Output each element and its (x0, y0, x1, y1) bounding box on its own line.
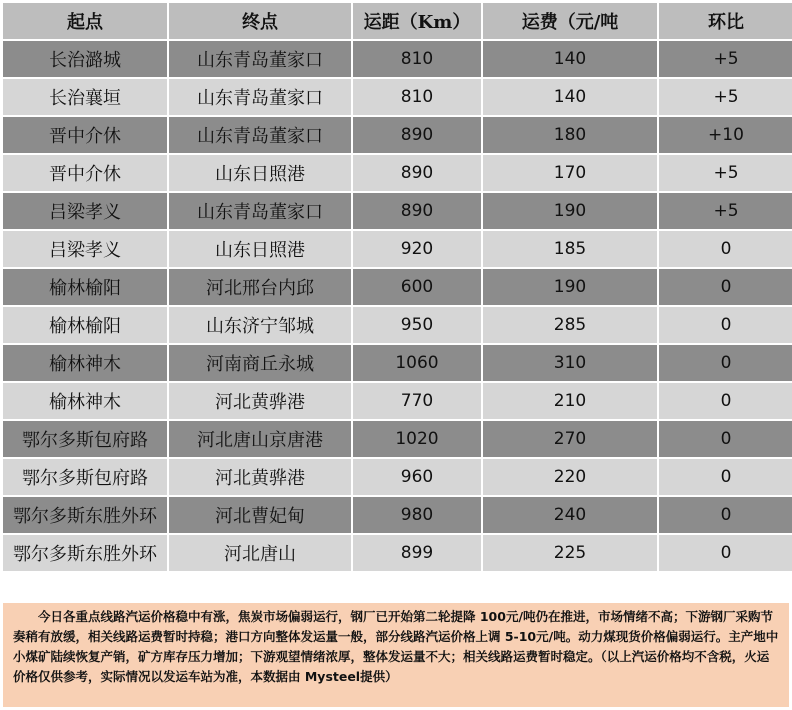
cell-price: 220 (483, 459, 657, 495)
cell-origin: 晋中介休 (3, 117, 167, 153)
cell-change: 0 (659, 535, 792, 571)
cell-distance: 1020 (353, 421, 481, 457)
cell-distance: 600 (353, 269, 481, 305)
table-row (3, 193, 792, 229)
cell-destination: 山东青岛董家口 (169, 193, 351, 229)
cell-change: +5 (659, 79, 792, 115)
cell-origin: 榆林榆阳 (3, 307, 167, 343)
table-row (3, 307, 792, 343)
cell-change: 0 (659, 459, 792, 495)
table-body (3, 41, 792, 571)
cell-price: 190 (483, 193, 657, 229)
cell-distance: 950 (353, 307, 481, 343)
cell-price: 170 (483, 155, 657, 191)
cell-origin: 榆林神木 (3, 383, 167, 419)
table-row (3, 231, 792, 267)
table-row (3, 535, 792, 571)
cell-distance: 890 (353, 193, 481, 229)
table-row (3, 117, 792, 153)
cell-price: 310 (483, 345, 657, 381)
cell-change: 0 (659, 231, 792, 267)
cell-destination: 山东青岛董家口 (169, 117, 351, 153)
table-row (3, 79, 792, 115)
cell-change: +5 (659, 155, 792, 191)
cell-origin: 榆林榆阳 (3, 269, 167, 305)
cell-distance: 770 (353, 383, 481, 419)
cell-origin: 长治襄垣 (3, 79, 167, 115)
cell-destination: 山东青岛董家口 (169, 41, 351, 77)
header-change: 环比 (659, 3, 792, 39)
cell-change: 0 (659, 497, 792, 533)
cell-destination: 河北邢台内邱 (169, 269, 351, 305)
cell-change: 0 (659, 421, 792, 457)
table-row (3, 41, 792, 77)
cell-origin: 鄂尔多斯东胜外环 (3, 535, 167, 571)
cell-change: 0 (659, 383, 792, 419)
cell-destination: 河北黄骅港 (169, 459, 351, 495)
cell-price: 285 (483, 307, 657, 343)
cell-origin: 长治潞城 (3, 41, 167, 77)
cell-destination: 河南商丘永城 (169, 345, 351, 381)
cell-price: 140 (483, 41, 657, 77)
cell-price: 180 (483, 117, 657, 153)
cell-change: 0 (659, 269, 792, 305)
cell-destination: 河北唐山京唐港 (169, 421, 351, 457)
cell-price: 140 (483, 79, 657, 115)
table-row (3, 497, 792, 533)
cell-price: 190 (483, 269, 657, 305)
cell-price: 225 (483, 535, 657, 571)
cell-distance: 1060 (353, 345, 481, 381)
table-row (3, 421, 792, 457)
cell-price: 210 (483, 383, 657, 419)
freight-rate-table (1, 1, 792, 573)
cell-destination: 河北曹妃甸 (169, 497, 351, 533)
cell-origin: 鄂尔多斯包府路 (3, 421, 167, 457)
cell-distance: 890 (353, 117, 481, 153)
cell-price: 185 (483, 231, 657, 267)
cell-price: 240 (483, 497, 657, 533)
cell-destination: 山东青岛董家口 (169, 79, 351, 115)
table-row (3, 155, 792, 191)
cell-change: +5 (659, 193, 792, 229)
table-header-row (3, 3, 792, 39)
cell-origin: 吕梁孝义 (3, 231, 167, 267)
cell-distance: 810 (353, 41, 481, 77)
table-row (3, 459, 792, 495)
cell-distance: 890 (353, 155, 481, 191)
cell-change: +10 (659, 117, 792, 153)
header-distance: 运距（Km） (353, 3, 481, 39)
cell-distance: 960 (353, 459, 481, 495)
cell-distance: 980 (353, 497, 481, 533)
cell-destination: 河北黄骅港 (169, 383, 351, 419)
cell-change: 0 (659, 307, 792, 343)
cell-origin: 吕梁孝义 (3, 193, 167, 229)
cell-origin: 晋中介休 (3, 155, 167, 191)
cell-origin: 榆林神木 (3, 345, 167, 381)
cell-distance: 899 (353, 535, 481, 571)
header-price: 运费（元/吨 (483, 3, 657, 39)
cell-distance: 810 (353, 79, 481, 115)
header-destination: 终点 (169, 3, 351, 39)
cell-destination: 山东济宁邹城 (169, 307, 351, 343)
cell-destination: 山东日照港 (169, 155, 351, 191)
cell-destination: 山东日照港 (169, 231, 351, 267)
cell-change: 0 (659, 345, 792, 381)
cell-price: 270 (483, 421, 657, 457)
cell-change: +5 (659, 41, 792, 77)
header-origin: 起点 (3, 3, 167, 39)
table-row (3, 345, 792, 381)
cell-distance: 920 (353, 231, 481, 267)
cell-destination: 河北唐山 (169, 535, 351, 571)
table-row (3, 383, 792, 419)
cell-origin: 鄂尔多斯东胜外环 (3, 497, 167, 533)
market-commentary-note: 今日各重点线路汽运价格稳中有涨，焦炭市场偏弱运行，钢厂已开始第二轮提降 100元/吨仍在推进，市场情绪不高；下游钢厂采购节奏稍有放缓，相关线路运费暂时持稳；港口方向整体发运量一般，部分线路汽运价格上调 5-10元/吨。动力煤现货价格偏弱运行。主产地中小煤矿陆续恢复产销，矿方库存压力增加；下游观望情绪浓厚，整体发运量不大；相关线路运费暂时稳定。（以上汽运价格均不含税，火运价格仅供参考，实际情况以发运车站为准，本数据由 Mysteel提供） (3, 603, 789, 707)
cell-origin: 鄂尔多斯包府路 (3, 459, 167, 495)
table-row (3, 269, 792, 305)
